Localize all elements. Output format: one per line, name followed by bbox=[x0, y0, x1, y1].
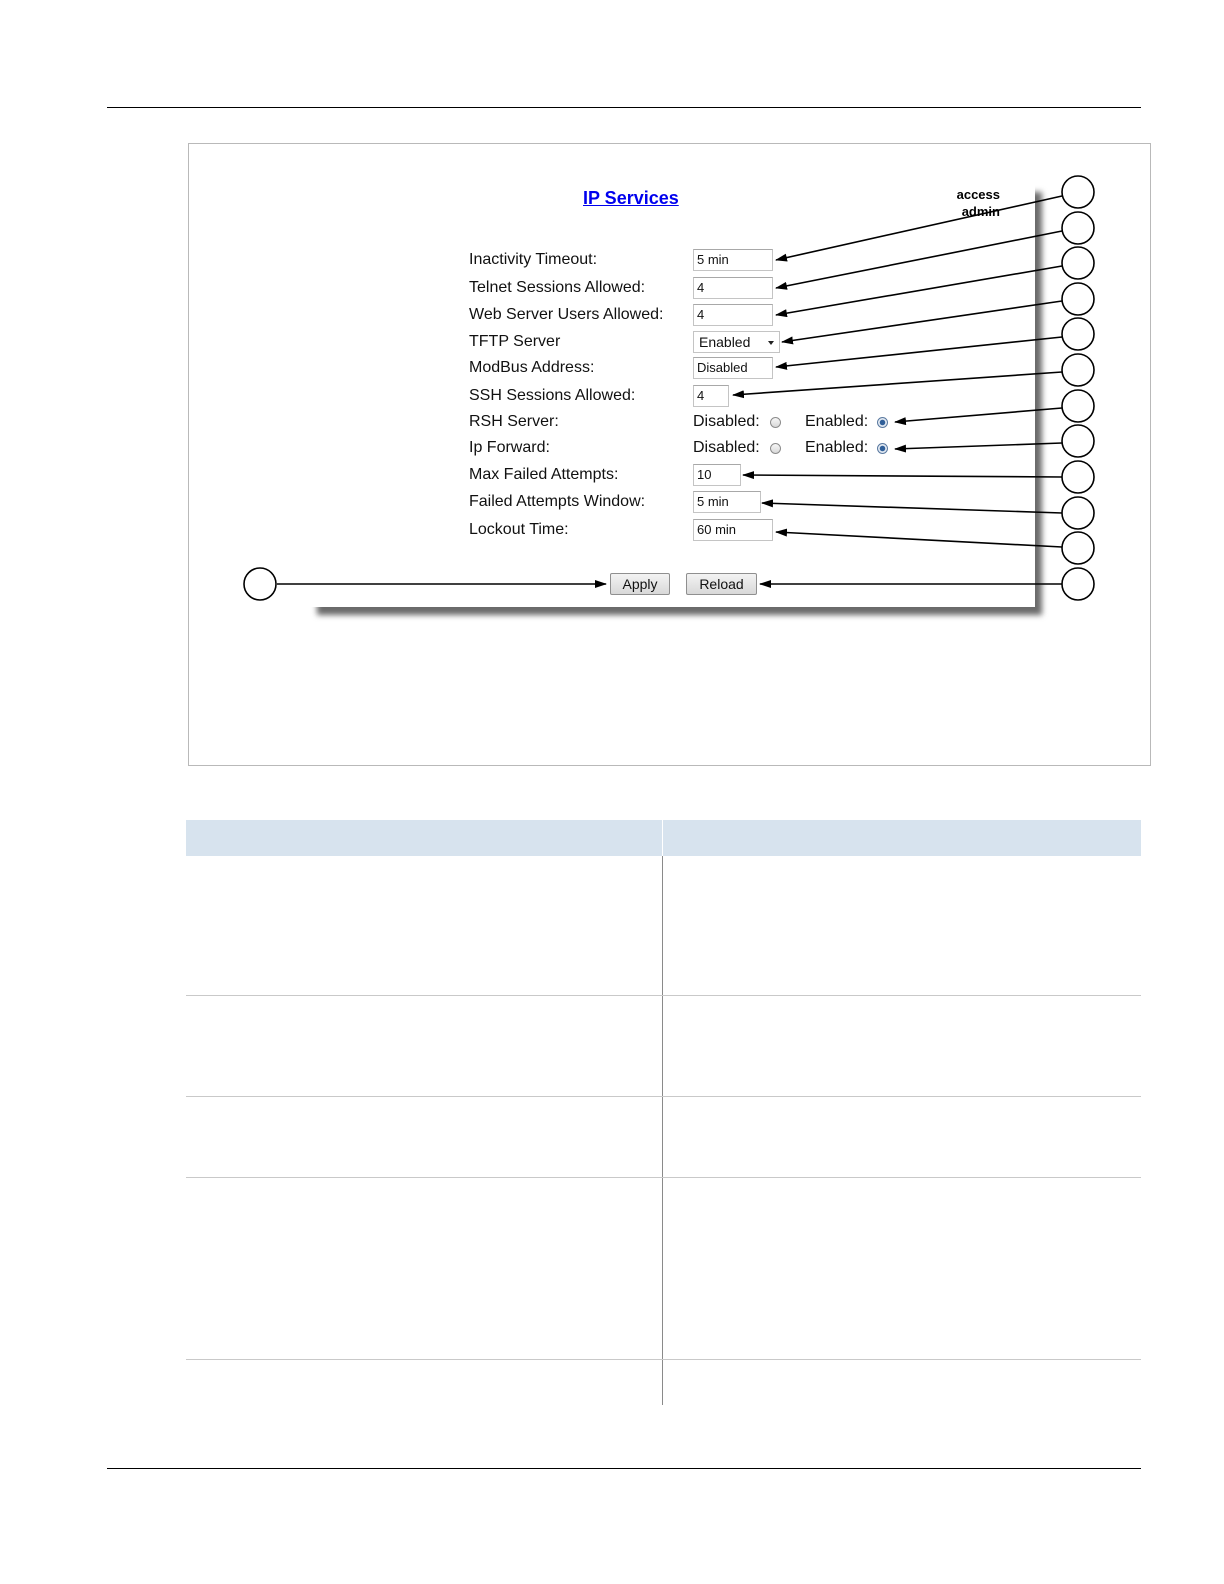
inactivity-timeout-label: Inactivity Timeout: bbox=[469, 251, 598, 268]
web-server-users-field[interactable]: 4 bbox=[693, 304, 773, 326]
callout-line bbox=[895, 443, 1062, 449]
table-row bbox=[186, 1096, 1141, 1177]
callout-marker bbox=[1062, 247, 1094, 279]
telnet-sessions-field[interactable]: 4 bbox=[693, 277, 773, 299]
table-cell bbox=[186, 1177, 663, 1359]
inactivity-timeout-field[interactable]: 5 min bbox=[693, 249, 773, 271]
failed-attempts-window-label: Failed Attempts Window: bbox=[469, 493, 646, 510]
table-row bbox=[186, 856, 1141, 995]
callout-line bbox=[743, 475, 1062, 477]
callout-line bbox=[776, 196, 1062, 260]
modbus-address-label: ModBus Address: bbox=[469, 359, 595, 376]
table-cell bbox=[663, 1177, 1142, 1359]
access-value: admin bbox=[961, 204, 1000, 219]
table-cell bbox=[663, 856, 1142, 995]
callout-line bbox=[776, 532, 1062, 547]
ssh-sessions-field[interactable]: 4 bbox=[693, 385, 729, 407]
callout-marker bbox=[1062, 425, 1094, 457]
telnet-sessions-label: Telnet Sessions Allowed: bbox=[469, 279, 646, 296]
callout-marker bbox=[1062, 354, 1094, 386]
callout-line bbox=[776, 231, 1062, 288]
callout-marker bbox=[1062, 283, 1094, 315]
page-title[interactable]: IP Services bbox=[583, 188, 679, 208]
tftp-server-value: Enabled bbox=[699, 334, 751, 350]
rsh-disabled-label: Disabled: bbox=[693, 413, 760, 430]
access-label: access bbox=[956, 187, 1000, 202]
max-failed-attempts-label: Max Failed Attempts: bbox=[469, 466, 619, 483]
table-row bbox=[186, 995, 1141, 1096]
callout-marker bbox=[1062, 318, 1094, 350]
lockout-time-field[interactable]: 60 min bbox=[693, 519, 773, 541]
callout-marker bbox=[1062, 568, 1094, 600]
tftp-server-label: TFTP Server bbox=[469, 333, 561, 350]
rsh-enabled-label: Enabled: bbox=[805, 413, 869, 430]
modbus-address-field[interactable]: Disabled bbox=[693, 357, 773, 379]
callout-marker bbox=[1062, 390, 1094, 422]
reload-button[interactable]: Reload bbox=[686, 573, 757, 595]
callout-line bbox=[776, 337, 1062, 367]
callout-marker bbox=[244, 568, 276, 600]
table-cell bbox=[186, 1096, 663, 1177]
ip-forward-enabled-label: Enabled: bbox=[805, 439, 869, 456]
failed-attempts-window-field[interactable]: 5 min bbox=[693, 491, 761, 513]
callout-line bbox=[762, 503, 1062, 513]
table-cell bbox=[186, 995, 663, 1096]
ip-forward-label: Ip Forward: bbox=[469, 439, 550, 456]
footer-rule bbox=[107, 1468, 1141, 1469]
ip-forward-disabled-label: Disabled: bbox=[693, 439, 760, 456]
web-server-users-label: Web Server Users Allowed: bbox=[469, 306, 664, 323]
max-failed-attempts-field[interactable]: 10 bbox=[693, 464, 741, 486]
callout-line bbox=[733, 372, 1062, 395]
callout-line bbox=[895, 408, 1062, 422]
rsh-server-label: RSH Server: bbox=[469, 413, 559, 430]
table-cell bbox=[186, 1359, 663, 1405]
table-row bbox=[186, 1359, 1141, 1405]
table-cell bbox=[663, 1359, 1142, 1405]
table-row bbox=[186, 1177, 1141, 1359]
callout-marker bbox=[1062, 532, 1094, 564]
table-header-row bbox=[186, 820, 1141, 856]
table-header-description bbox=[663, 820, 1142, 856]
table-cell bbox=[186, 856, 663, 995]
callout-marker bbox=[1062, 461, 1094, 493]
lockout-time-label: Lockout Time: bbox=[469, 521, 569, 538]
ssh-sessions-label: SSH Sessions Allowed: bbox=[469, 387, 636, 404]
apply-button[interactable]: Apply bbox=[610, 573, 670, 595]
table-cell bbox=[663, 1096, 1142, 1177]
table-cell bbox=[663, 995, 1142, 1096]
callout-marker bbox=[1062, 212, 1094, 244]
table-header-parameter bbox=[186, 820, 663, 856]
parameter-table bbox=[186, 820, 1141, 1405]
callout-marker bbox=[1062, 176, 1094, 208]
callout-marker bbox=[1062, 497, 1094, 529]
